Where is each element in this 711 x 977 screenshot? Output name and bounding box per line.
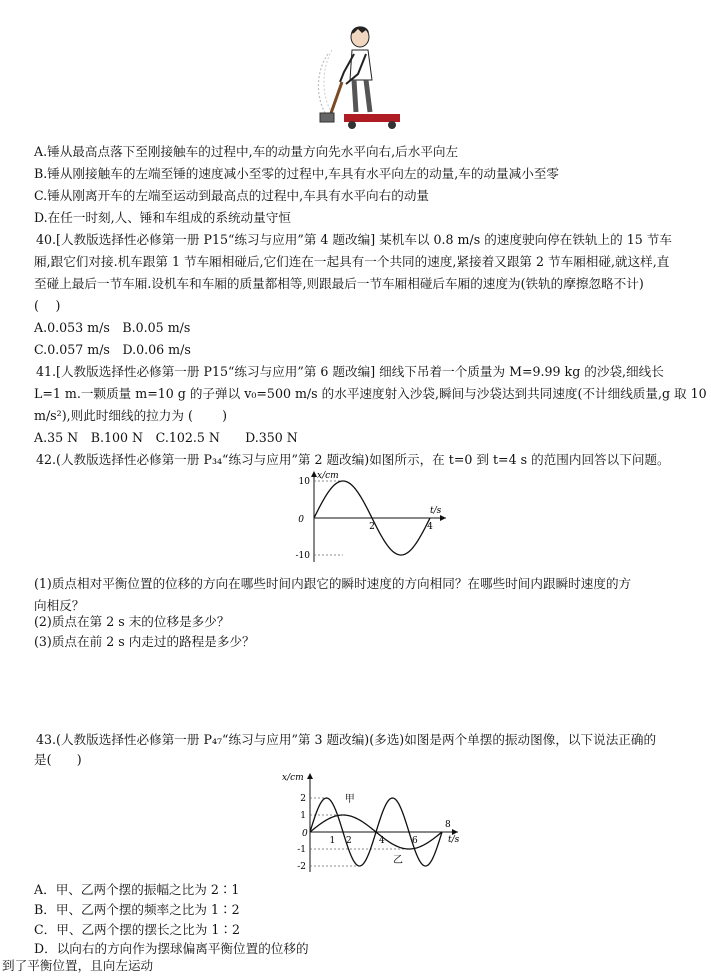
- q43-option-d-continued: 到了平衡位置，且向左运动: [2, 958, 154, 973]
- q41-stem-line-2: L=1 m.一颗质量 m=10 g 的子弹以 v₀=500 m/s 的水平速度射入沙袋,瞬间与沙袋达到共同速度(不计细线质量,g 取 10: [34, 386, 707, 401]
- q39-option-c: C.锤从刚离开车的左端至运动到最高点的过程中,车具有水平向右的动量: [34, 188, 430, 203]
- x-tick-label: 6: [412, 836, 418, 846]
- q41-stem-line-3: m/s²),则此时细线的拉力为 ( ): [34, 408, 227, 423]
- q43-stem-line-1: 43.(人教版选择性必修第一册 P₄₇“练习与应用”第 3 题改编)(多选)如图是两个单摆的振动图像，以下说法正确的: [36, 732, 657, 747]
- y-tick-label: 2: [300, 794, 306, 804]
- q43-stem-line-2: 是( ): [34, 752, 82, 767]
- pendulum-vibration-chart: [280, 770, 470, 875]
- person-hammer-cart-illustration: [310, 24, 410, 136]
- q40-stem-line-3: 至碰上最后一节车厢.设机车和车厢的质量都相等,则跟最后一节车厢相碰后车厢的速度为(铁轨的摩擦忽略不计): [34, 276, 644, 291]
- y-axis-arrow: [307, 773, 313, 779]
- q42-question-1-line-2: 向相反？: [34, 598, 85, 613]
- q42-question-3: (3)质点在前 2 s 内走过的路程是多少？: [34, 634, 255, 649]
- x-axis-label: t/s: [430, 506, 442, 516]
- x-tick-label: 2: [346, 836, 352, 846]
- q40-stem-line-1: 40.[人教版选择性必修第一册 P15“练习与应用”第 4 题改编] 某机车以 0.8 m/s 的速度驶向停在铁轨上的 15 节车: [36, 232, 672, 247]
- q39-option-a: A.锤从最高点落下至刚接触车的过程中,车的动量方向先水平向右,后水平向左: [34, 144, 459, 159]
- x-tick-label: 4: [379, 836, 385, 846]
- q43-option-a: A．甲、乙两个摆的振幅之比为 2∶1: [34, 882, 240, 897]
- q40-stem-line-2: 厢,跟它们对接.机车跟第 1 节车厢相碰后,它们连在一起具有一个共同的速度,紧接着又跟第 2 节车厢相碰,就这样,直: [34, 254, 670, 269]
- origin-label: 0: [298, 515, 304, 525]
- y-tick-label: -2: [297, 862, 306, 872]
- person-hammer-cart-icon: [310, 24, 410, 136]
- q43-option-c: C．甲、乙两个摆的摆长之比为 1∶2: [34, 922, 240, 937]
- q42-question-2: (2)质点在第 2 s 末的位移是多少？: [34, 614, 230, 629]
- x-tick-label: 8: [445, 820, 451, 830]
- series-jia-label: 甲: [344, 794, 355, 805]
- q40-options-cd: C.0.057 m/s D.0.06 m/s: [34, 342, 191, 357]
- q43-chart: [280, 770, 470, 878]
- q41-options: A.35 N B.100 N C.102.5 N D.350 N: [34, 430, 298, 445]
- y-tick-label: -1: [297, 845, 306, 855]
- q41-stem-line-1: 41.[人教版选择性必修第一册 P15“练习与应用”第 6 题改编] 细线下吊着一个质量为 M=9.99 kg 的沙袋,细线长: [36, 364, 664, 379]
- x-tick-label: 1: [329, 836, 336, 846]
- q42-stem: 42.(人教版选择性必修第一册 P₃₄“练习与应用”第 2 题改编)如图所示，在 t=0 到 t=4 s 的范围内回答以下问题。: [36, 452, 670, 467]
- x-tick-label: 4: [427, 522, 433, 532]
- q42-chart: [284, 468, 454, 571]
- series-yi-label: 乙: [393, 855, 403, 867]
- q39-option-b: B.锤从刚接触车的左端至锤的速度减小至零的过程中,车具有水平向左的动量,车的动量减小至零: [34, 166, 560, 181]
- y-tick-label: 10: [298, 477, 310, 487]
- q42-question-1-line-1: (1)质点相对平衡位置的位移的方向在哪些时间内跟它的瞬时速度的方向相同？在哪些时间内跟瞬时速度的方: [34, 576, 632, 591]
- q40-options-ab: A.0.053 m/s B.0.05 m/s: [34, 320, 191, 335]
- x-axis-label: t/s: [448, 835, 460, 845]
- y-tick-label: -10: [295, 551, 310, 561]
- y-axis-label: x/cm: [282, 773, 304, 783]
- q43-option-b: B．甲、乙两个摆的频率之比为 1∶2: [34, 902, 240, 917]
- displacement-time-chart: [284, 468, 454, 568]
- q39-option-d: D.在任一时刻,人、锤和车组成的系统动量守恒: [34, 210, 291, 225]
- y-axis-label: x/cm: [317, 471, 339, 481]
- q43-option-d: D．以向右的方向作为摆球偏离平衡位置的位移的: [34, 941, 309, 956]
- q40-answer-blank: ( ): [34, 298, 61, 313]
- y-tick-label: 1: [300, 811, 306, 821]
- origin-label: 0: [302, 829, 308, 839]
- x-tick-label: 2: [369, 522, 375, 532]
